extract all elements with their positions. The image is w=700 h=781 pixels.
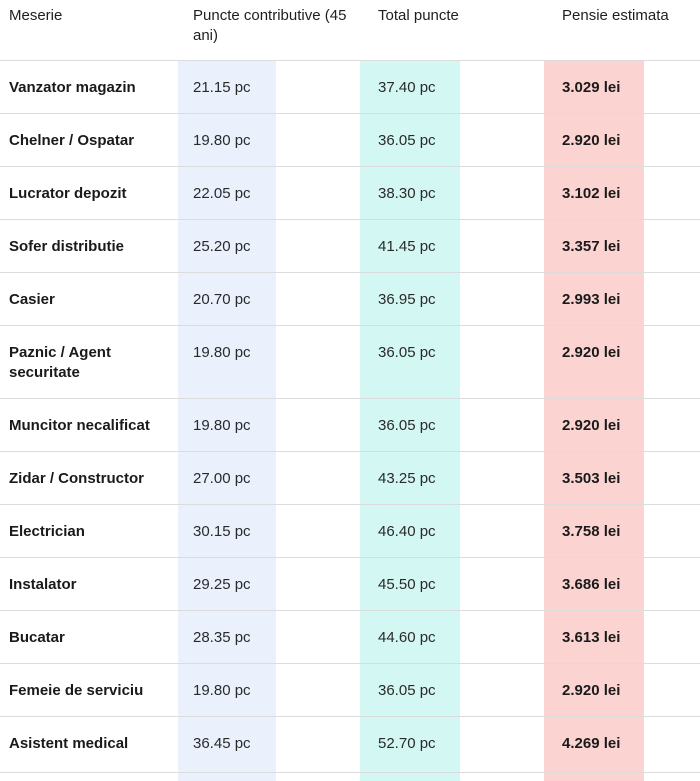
cell-total-puncte: 37.40 pc — [378, 79, 436, 96]
cell-puncte-contributive: 21.15 pc — [193, 79, 251, 96]
cell-total-puncte: 43.25 pc — [378, 470, 436, 487]
cell-puncte-contributive: 29.25 pc — [193, 576, 251, 593]
cell-puncte-contributive: 27.00 pc — [193, 470, 251, 487]
cell-pensie-estimata: 3.102 lei — [562, 185, 621, 202]
table-row — [0, 60, 700, 113]
table-row — [0, 716, 700, 773]
cell-total-puncte: 45.50 pc — [378, 576, 436, 593]
pension-table — [0, 60, 700, 773]
cell-pensie-estimata: 3.686 lei — [562, 576, 621, 593]
cell-pensie-estimata: 2.920 lei — [562, 417, 621, 434]
cell-meserie: Instalator — [9, 576, 77, 593]
table-row — [0, 610, 700, 663]
cell-total-puncte: 46.40 pc — [378, 523, 436, 540]
cell-puncte-contributive: 22.05 pc — [193, 185, 251, 202]
cell-puncte-contributive: 28.35 pc — [193, 629, 251, 646]
cell-total-puncte: 44.60 pc — [378, 629, 436, 646]
cell-pensie-estimata: 3.758 lei — [562, 523, 621, 540]
cell-meserie: Lucrator depozit — [9, 185, 127, 202]
cell-pensie-estimata: 2.920 lei — [562, 132, 621, 149]
cell-meserie: Zidar / Constructor — [9, 470, 145, 487]
cell-puncte-contributive: 19.80 pc — [193, 417, 251, 434]
cell-puncte-contributive: 19.80 pc — [193, 132, 251, 149]
table-row — [0, 663, 700, 716]
header-meserie: Meserie — [9, 7, 63, 24]
cell-total-puncte: 52.70 pc — [378, 735, 436, 752]
cell-meserie: Vanzator magazin — [9, 79, 136, 96]
table-header — [0, 0, 700, 60]
cell-meserie: Femeie de serviciu — [9, 682, 144, 699]
table-row — [0, 504, 700, 557]
cell-pensie-estimata: 2.920 lei — [562, 344, 621, 361]
header-puncte-contributive: Puncte contributive (45 ani) — [193, 7, 347, 44]
cell-pensie-estimata: 4.269 lei — [562, 735, 621, 752]
cell-meserie: Sofer distributie — [9, 238, 125, 255]
cell-puncte-contributive: 19.80 pc — [193, 344, 251, 361]
table-row — [0, 398, 700, 451]
cell-total-puncte: 36.05 pc — [378, 344, 436, 361]
table-row — [0, 272, 700, 325]
table-row — [0, 166, 700, 219]
cell-meserie: Bucatar — [9, 629, 65, 646]
cell-meserie: Electrician — [9, 523, 85, 540]
cell-puncte-contributive: 30.15 pc — [193, 523, 251, 540]
cell-meserie: Asistent medical — [9, 735, 129, 752]
cell-pensie-estimata: 3.613 lei — [562, 629, 621, 646]
cell-puncte-contributive: 25.20 pc — [193, 238, 251, 255]
cell-total-puncte: 36.05 pc — [378, 417, 436, 434]
cell-meserie: Muncitor necalificat — [9, 417, 150, 434]
table-row — [0, 325, 700, 398]
cell-pensie-estimata: 3.357 lei — [562, 238, 621, 255]
cell-pensie-estimata: 2.993 lei — [562, 291, 621, 308]
table-row — [0, 557, 700, 610]
cell-pensie-estimata: 3.503 lei — [562, 470, 621, 487]
cell-pensie-estimata: 3.029 lei — [562, 79, 621, 96]
cell-pensie-estimata: 2.920 lei — [562, 682, 621, 699]
cell-puncte-contributive: 19.80 pc — [193, 682, 251, 699]
cell-total-puncte: 38.30 pc — [378, 185, 436, 202]
cell-meserie: Casier — [9, 291, 55, 308]
cell-meserie: Chelner / Ospatar — [9, 132, 135, 149]
cell-total-puncte: 36.95 pc — [378, 291, 436, 308]
cell-total-puncte: 41.45 pc — [378, 238, 436, 255]
cell-total-puncte: 36.05 pc — [378, 682, 436, 699]
header-pensie-estimata: Pensie estimata — [562, 7, 669, 24]
header-total-puncte: Total puncte — [378, 7, 459, 24]
table-row — [0, 219, 700, 272]
cell-puncte-contributive: 36.45 pc — [193, 735, 251, 752]
cell-meserie: Paznic / Agent securitate — [9, 344, 111, 381]
cell-total-puncte: 36.05 pc — [378, 132, 436, 149]
table-row — [0, 451, 700, 504]
table-row — [0, 113, 700, 166]
cell-puncte-contributive: 20.70 pc — [193, 291, 251, 308]
